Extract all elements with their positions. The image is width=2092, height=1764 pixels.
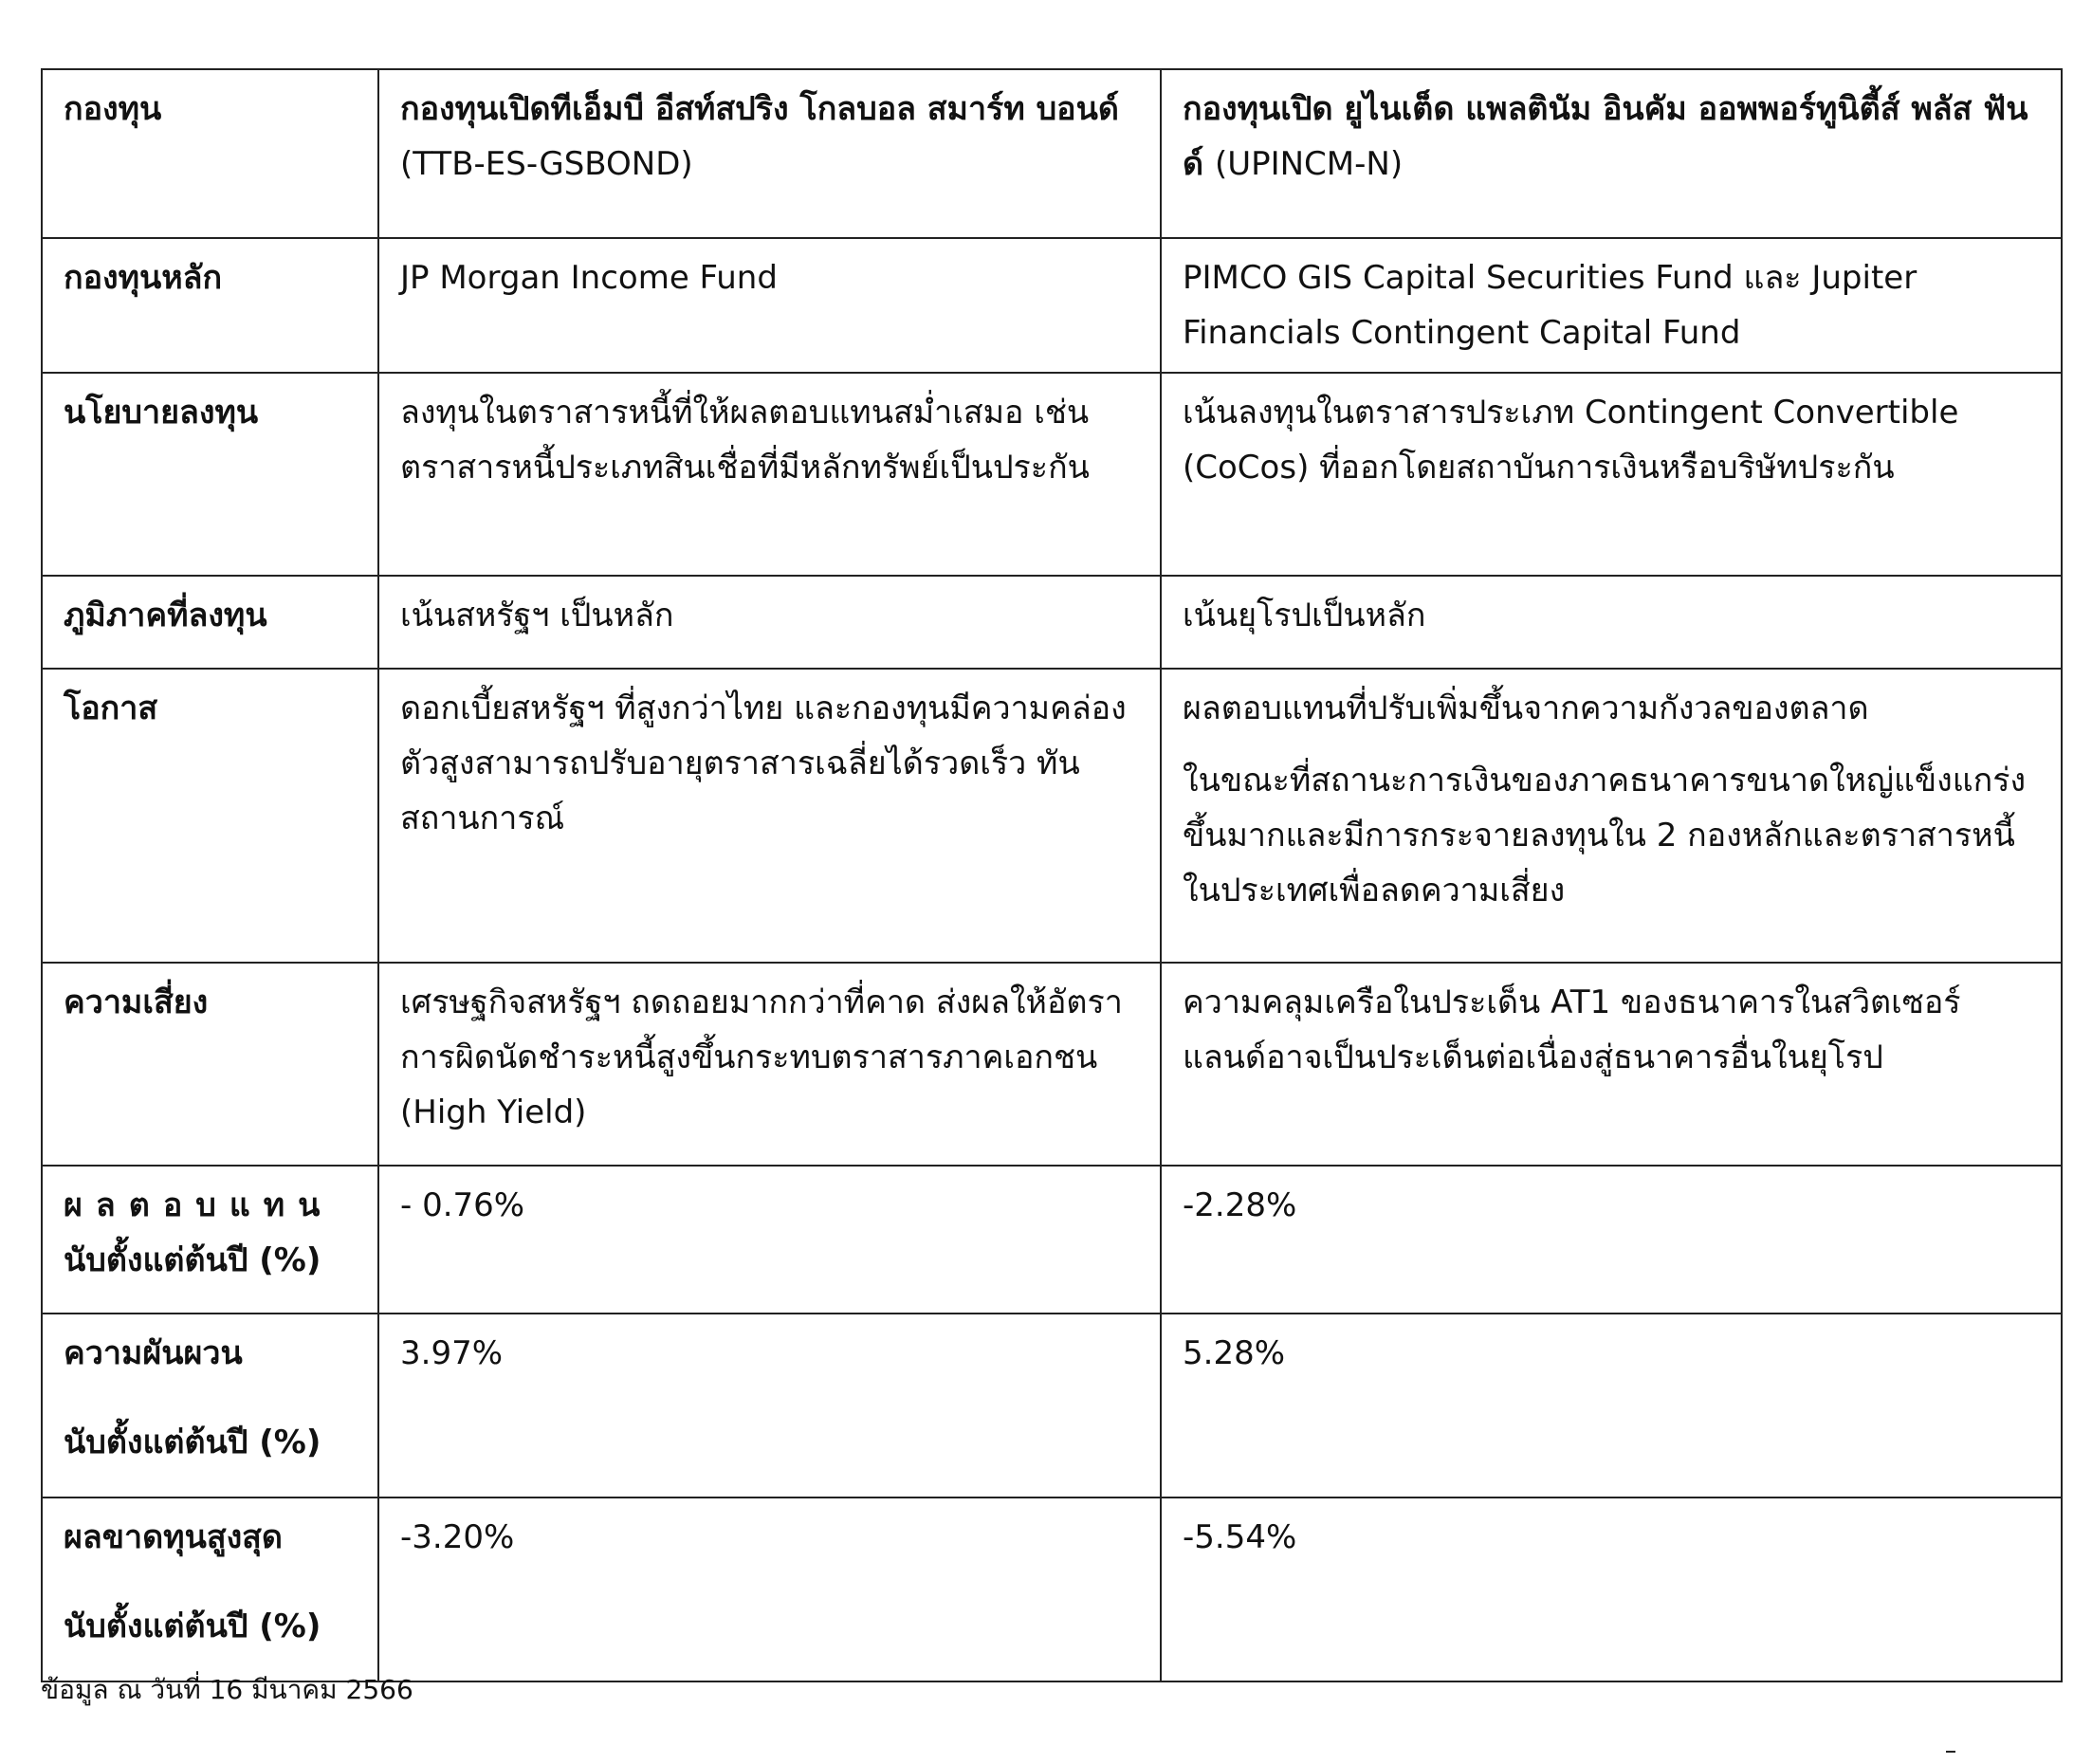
- ytd-volatility-label-line-1: ความผันผวน: [64, 1334, 243, 1372]
- table-row-policy: [42, 373, 2062, 576]
- opportunity-b-cell: [1161, 669, 2062, 963]
- max-drawdown-b: -5.54%: [1183, 1518, 1297, 1556]
- max-drawdown-label-line-1: ผลขาดทุนสูงสุด: [64, 1518, 284, 1556]
- policy-a: ลงทุนในตราสารหนี้ที่ให้ผลตอบแทนสม่ำเสมอ เช่น ตราสารหนี้ประเภทสินเชื่อที่มีหลักทรัพย์เป็นประกัน: [400, 394, 1090, 487]
- fund-b-code: (UPINCM-N): [1214, 145, 1404, 183]
- table-row-ytd-return: [42, 1166, 2062, 1314]
- max-drawdown-b-cell: [1161, 1498, 2062, 1681]
- row-label-cell: [42, 1166, 378, 1314]
- fund-a-name: กองทุนเปิดทีเอ็มบี อีสท์สปริง โกลบอล สมาร์ท บอนด์: [400, 90, 1119, 128]
- policy-b: เน้นลงทุนในตราสารประเภท Contingent Convertible (CoCos) ที่ออกโดยสถาบันการเงินหรือบริษัทประกัน: [1183, 394, 1959, 487]
- row-label-cell: [42, 238, 378, 373]
- max-drawdown-a: -3.20%: [400, 1518, 515, 1556]
- fund-a-code: (TTB-ES-GSBOND): [400, 145, 693, 183]
- max-drawdown-label-line-2: นับตั้งแต่ต้นปี (%): [64, 1608, 321, 1645]
- ytd-return-a-cell: [378, 1166, 1161, 1314]
- risk-b-cell: [1161, 963, 2062, 1166]
- table-row-risk: [42, 963, 2062, 1166]
- row-label-cell: [42, 669, 378, 963]
- fund-comparison-table: [41, 68, 2063, 1682]
- region-a-cell: [378, 576, 1161, 669]
- ytd-volatility-b: 5.28%: [1183, 1334, 1286, 1372]
- ytd-return-label-line-2: นับตั้งแต่ต้นปี (%): [64, 1241, 321, 1279]
- master-fund-a: JP Morgan Income Fund: [400, 259, 778, 297]
- data-date-footnote: ข้อมูล ณ วันที่ 16 มีนาคม 2566: [41, 1674, 413, 1705]
- row-label-cell: [42, 963, 378, 1166]
- master-fund-b: PIMCO GIS Capital Securities Fund และ Jupiter Financials Contingent Capital Fund: [1183, 259, 1918, 352]
- row-label-cell: [42, 576, 378, 669]
- ytd-return-b: -2.28%: [1183, 1186, 1297, 1224]
- ytd-volatility-b-cell: [1161, 1314, 2062, 1498]
- master-fund-label: กองทุนหลัก: [64, 259, 223, 297]
- opportunity-b-paragraph-2: ในขณะที่สถานะการเงินของภาคธนาคารขนาดใหญ่แข็งแกร่งขึ้นมากและมีการกระจายลงทุนใน 2 กองหลักและตราสารหนี้ในประเทศเพื่อลดความเสี่ยง: [1183, 762, 2027, 910]
- table-row-max-drawdown: [42, 1498, 2062, 1681]
- table-header-row: [42, 69, 2062, 238]
- header-fund-a-cell: [378, 69, 1161, 238]
- row-label-cell: [42, 373, 378, 576]
- region-b-cell: [1161, 576, 2062, 669]
- table-row-ytd-volatility: [42, 1314, 2062, 1498]
- ytd-volatility-label-line-2: นับตั้งแต่ต้นปี (%): [64, 1424, 321, 1461]
- table-row-opportunity: [42, 669, 2062, 963]
- risk-label: ความเสี่ยง: [64, 983, 209, 1021]
- ytd-volatility-a-cell: [378, 1314, 1161, 1498]
- table-row-master-fund: [42, 238, 2062, 373]
- page-edge-mark: [1946, 1751, 1955, 1758]
- master-fund-b-cell: [1161, 238, 2062, 373]
- header-label-cell: [42, 69, 378, 238]
- risk-a-cell: [378, 963, 1161, 1166]
- opportunity-label: โอกาส: [64, 689, 158, 727]
- ytd-return-b-cell: [1161, 1166, 2062, 1314]
- policy-a-cell: [378, 373, 1161, 576]
- region-label: ภูมิภาคที่ลงทุน: [64, 597, 267, 634]
- risk-b: ความคลุมเครือในประเด็น AT1 ของธนาคารในสวิตเซอร์แลนด์อาจเป็นประเด็นต่อเนื่องสู่ธนาคารอื่นในยุโรป: [1183, 983, 1961, 1076]
- master-fund-a-cell: [378, 238, 1161, 373]
- region-a: เน้นสหรัฐฯ เป็นหลัก: [400, 597, 674, 634]
- header-label: กองทุน: [64, 90, 162, 128]
- opportunity-a: ดอกเบี้ยสหรัฐฯ ที่สูงกว่าไทย และกองทุนมีความคล่องตัวสูงสามารถปรับอายุตราสารเฉลี่ยได้รวดเร็ว ทันสถานการณ์: [400, 689, 1127, 837]
- ytd-volatility-a: 3.97%: [400, 1334, 504, 1372]
- ytd-return-label-line-1: ผลตอบแทน: [64, 1186, 334, 1224]
- max-drawdown-a-cell: [378, 1498, 1161, 1681]
- policy-b-cell: [1161, 373, 2062, 576]
- ytd-return-a: - 0.76%: [400, 1186, 525, 1224]
- row-label-cell: [42, 1498, 378, 1681]
- fund-b-name: กองทุนเปิด ยูไนเต็ด แพลตินัม อินคัม ออพพอร์ทูนิตี้ส์ พลัส ฟันด์: [1183, 90, 2028, 183]
- policy-label: นโยบายลงทุน: [64, 394, 259, 432]
- table-row-region: [42, 576, 2062, 669]
- region-b: เน้นยุโรปเป็นหลัก: [1183, 597, 1426, 634]
- paragraph-gap: [1183, 736, 2040, 753]
- opportunity-b-paragraph-1: ผลตอบแทนที่ปรับเพิ่มขึ้นจากความกังวลของตลาด: [1183, 689, 1869, 727]
- opportunity-a-cell: [378, 669, 1161, 963]
- header-fund-b-cell: [1161, 69, 2062, 238]
- risk-a: เศรษฐกิจสหรัฐฯ ถดถอยมากกว่าที่คาด ส่งผลให้อัตราการผิดนัดชำระหนี้สูงขึ้นกระทบตราสารภาคเอกชน (High Yield): [400, 983, 1123, 1131]
- row-label-cell: [42, 1314, 378, 1498]
